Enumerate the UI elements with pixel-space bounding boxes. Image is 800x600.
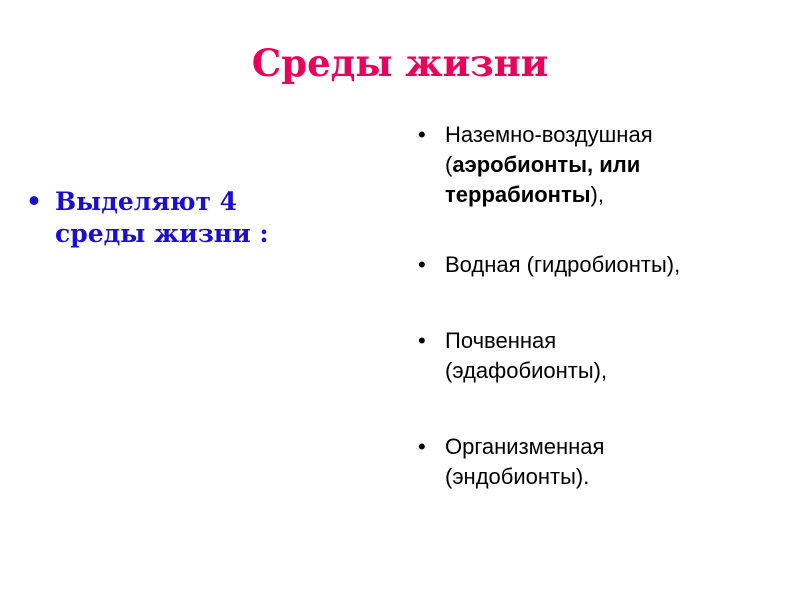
terrestrial-bold-1: аэробионты, или — [452, 152, 641, 177]
organismal-line-2: (эндобионты). — [445, 464, 590, 489]
list-item-intro — [24, 186, 354, 250]
terrestrial-close-paren: ), — [590, 182, 604, 207]
right-bullet-list — [414, 120, 784, 538]
intro-line-1: Выделяют 4 — [55, 187, 238, 216]
soil-line-2: (эдафобионты), — [445, 358, 608, 383]
terrestrial-bold-2: террабионты — [445, 182, 591, 207]
terrestrial-open-paren: ( — [445, 152, 453, 177]
bullet-icon: • — [418, 122, 426, 147]
terrestrial-line-1: Наземно-воздушная — [445, 122, 653, 147]
slide-title: Среды жизни — [251, 41, 549, 85]
list-item-organismal — [414, 432, 784, 492]
bullet-icon: • — [418, 328, 426, 353]
organismal-line-1: Организменная — [445, 434, 605, 459]
list-item-terrestrial — [414, 120, 784, 210]
soil-line-1: Почвенная — [445, 328, 557, 353]
bullet-icon: • — [26, 187, 42, 216]
intro-line-2: среды жизни : — [55, 219, 269, 248]
bullet-icon: • — [418, 252, 426, 277]
aquatic-line-1: Водная (гидробионты), — [445, 252, 681, 277]
left-bullet-list — [24, 186, 354, 250]
bullet-icon: • — [418, 434, 426, 459]
list-item-aquatic — [414, 250, 784, 280]
list-item-soil — [414, 326, 784, 386]
